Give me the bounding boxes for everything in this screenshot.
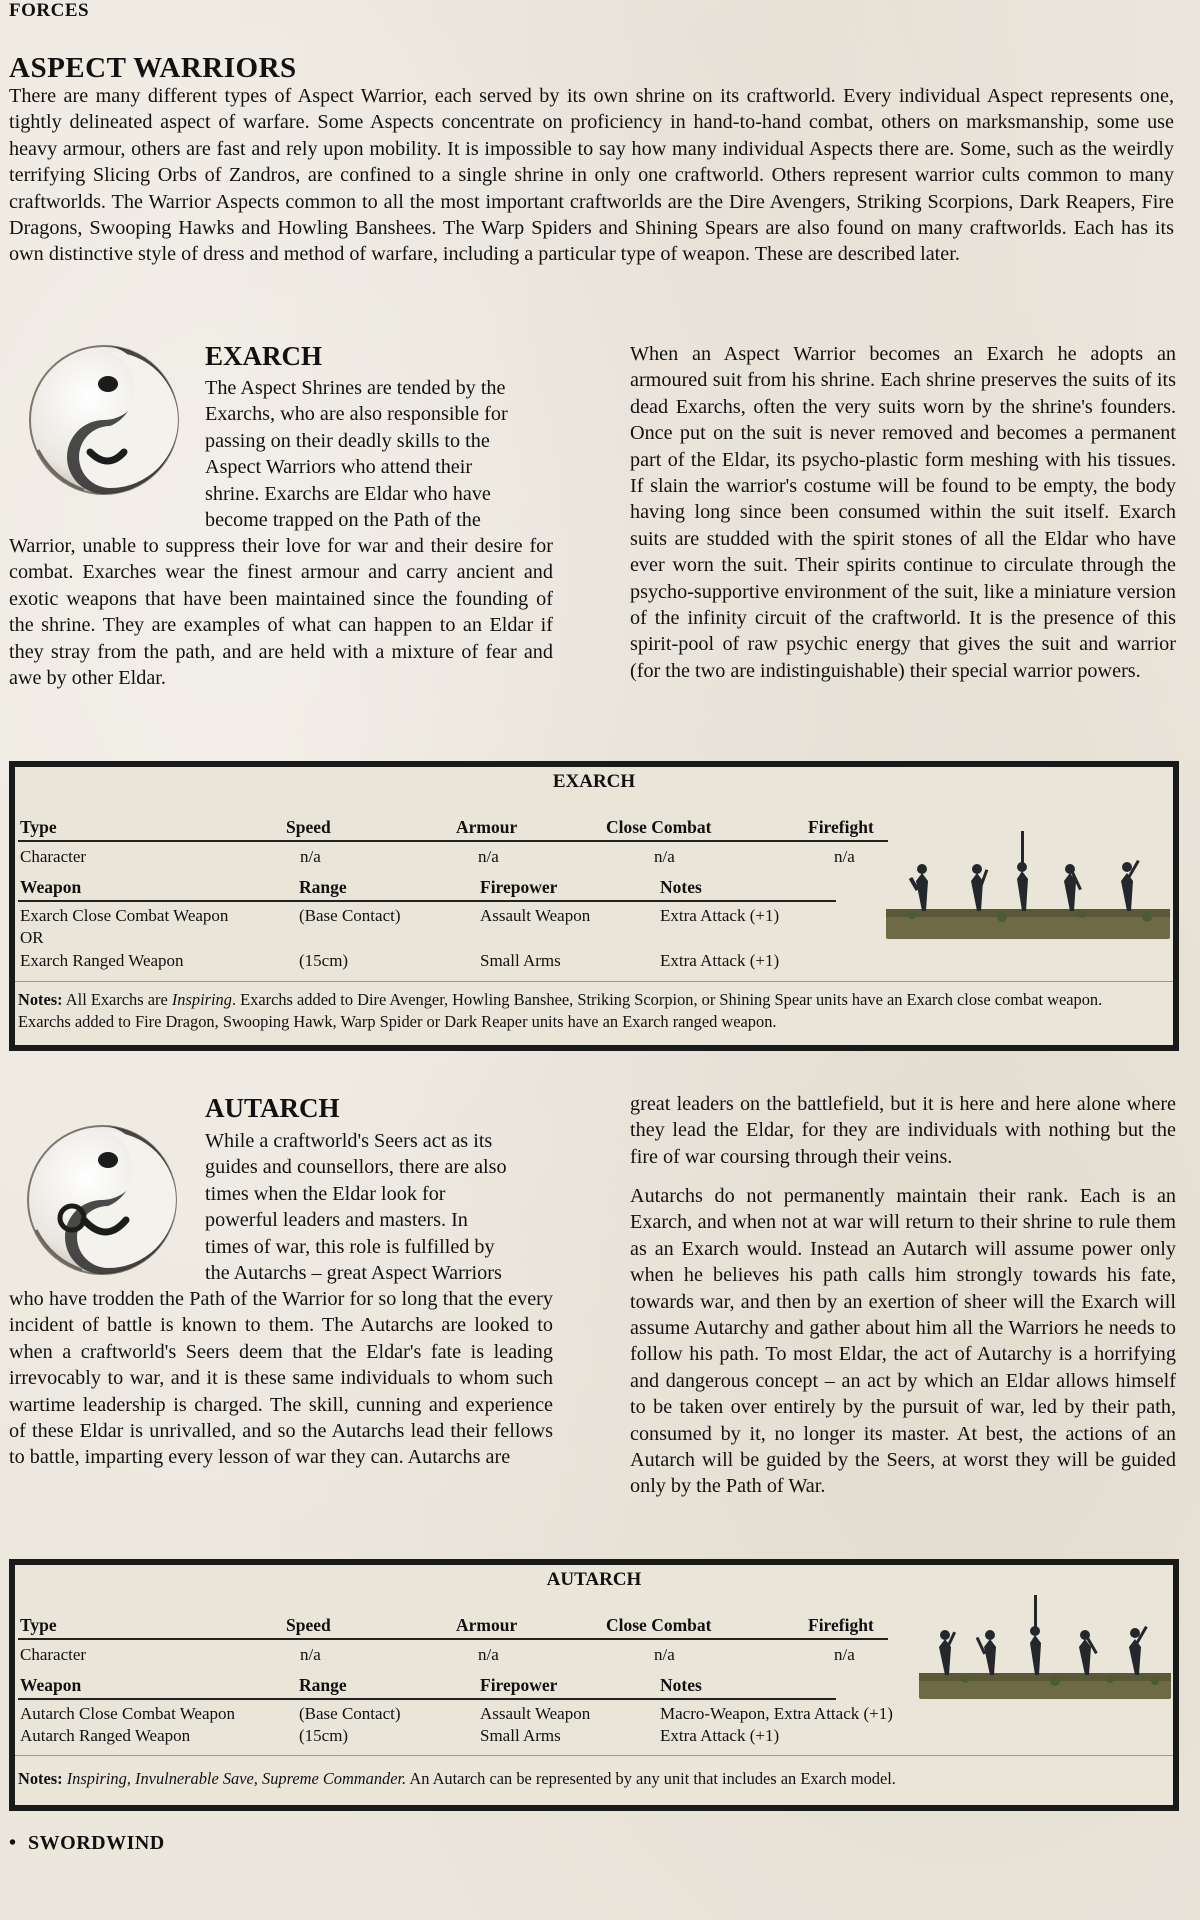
exarch-line: The Aspect Shrines are tended by the bbox=[205, 377, 506, 399]
autarch-line: powerful leaders and masters. In bbox=[205, 1209, 468, 1232]
cell-range: (15cm) bbox=[299, 1726, 349, 1745]
th-close-combat: Close Combat bbox=[606, 817, 712, 837]
exarch-notes: Notes: All Exarchs are Inspiring. Exarchs added to Dire Avenger, Howling Banshee, Striking Scorpion, or Shining Spear units have an Exarch close combat weapon. Exarchs added to Fire Dragon, Swooping Hawk, Warp Spider or Dark Reaper units have an Exarch ranged weapon. bbox=[18, 990, 1103, 1031]
swordwind-label: SWORDWIND bbox=[28, 1832, 165, 1854]
autarch-notes: Notes: Inspiring, Invulnerable Save, Supreme Commander. An Autarch can be represented by any unit that includes an Exarch model. bbox=[18, 1769, 896, 1788]
cell-speed: n/a bbox=[300, 847, 321, 866]
autarch-rune-icon bbox=[22, 1120, 182, 1280]
exarch-right-paragraph: When an Aspect Warrior becomes an Exarch he adopts an armoured suit from his shrine. Each shrine preserves the suits of its dead Exarchs, often the very suits worn by the shrine's founders. Once put on the suit is never removed and becomes a permanent part of the Eldar, its psycho-plastic form meshing with his tissues. If slain the warrior's costume will be found to be empty, the body having long since been consumed within the suit itself. Exarch suits are studded with the spirit stones of all the Eldar who have ever worn the suit. Their spirits continue to circulate through the psycho-supportive environment of the suit, like a miniature version of the infinity circuit of the craftworld. It is the presence of this spirit-pool of raw psychic energy that gives the suit and warrior (for the two are indistinguishable) their special warrior powers. bbox=[630, 343, 1176, 682]
exarch-left-paragraph: Warrior, unable to suppress their love for war and their desire for combat. Exarches wear the finest armour and carry ancient and exotic weapons that have been maintained since the founding of the shrine. They are examples of what can happen to an Eldar if they stray from the path, and are held with a mixture of fear and awe by other Eldar. bbox=[9, 535, 553, 690]
th-armour: Armour bbox=[456, 1615, 518, 1635]
table-rule bbox=[18, 1638, 888, 1640]
cell-weapon: Exarch Close Combat Weapon bbox=[20, 906, 229, 925]
section-header: FORCES bbox=[9, 0, 90, 21]
cell-weapon: Autarch Ranged Weapon bbox=[20, 1726, 191, 1745]
cell-armour: n/a bbox=[478, 1645, 499, 1664]
autarch-line: times of war, this role is fulfilled by bbox=[205, 1235, 495, 1258]
th-speed: Speed bbox=[286, 1615, 331, 1635]
exarch-rune-icon bbox=[24, 340, 184, 500]
table-rule bbox=[15, 981, 1173, 982]
cell-weapon: Exarch Ranged Weapon bbox=[20, 951, 184, 970]
cell-notes: Extra Attack (+1) bbox=[660, 1726, 780, 1745]
autarch-left-paragraph: who have trodden the Path of the Warrior for so long that the every incident of battle is known to them. The Autarchs are looked to when a craftworld's Seers deem that the Eldar's fate is leading irrevocably to war, and it is these same individuals to whom such wartime leadership is charged. The skill, cunning and experience of these Eldar is unrivalled, and so the Autarchs lead their fellows to battle, imparting every lesson of war they can. Autarchs are bbox=[9, 1288, 553, 1469]
exarch-line: passing on their deadly skills to the bbox=[205, 429, 490, 452]
table-rule bbox=[18, 1698, 836, 1700]
cell-close-combat: n/a bbox=[654, 847, 675, 866]
th-weapon: Weapon bbox=[20, 877, 82, 897]
table-rule bbox=[15, 1755, 1173, 1756]
table-rule bbox=[18, 900, 836, 902]
cell-firepower: Assault Weapon bbox=[480, 906, 591, 925]
cell-type: Character bbox=[20, 847, 87, 866]
autarch-line: the Autarchs – great Aspect Warriors bbox=[205, 1262, 502, 1285]
exarch-stat-table bbox=[9, 761, 1179, 1051]
th-type: Type bbox=[20, 1615, 57, 1635]
exarch-title: EXARCH bbox=[205, 341, 323, 371]
bullet-icon: • bbox=[9, 1832, 17, 1854]
th-firepower: Firepower bbox=[480, 877, 558, 897]
th-range: Range bbox=[299, 1675, 347, 1695]
th-firepower: Firepower bbox=[480, 1675, 558, 1695]
cell-firepower: Small Arms bbox=[480, 951, 561, 970]
autarch-right-paragraph-1: great leaders on the battlefield, but it is here and here alone where they lead the Eldar, for they are individuals with nothing but the fire of war coursing through their veins. bbox=[630, 1093, 1176, 1168]
cell-notes: Extra Attack (+1) bbox=[660, 951, 780, 970]
cell-notes: Macro-Weapon, Extra Attack (+1) bbox=[660, 1704, 893, 1723]
cell-range: (Base Contact) bbox=[299, 1704, 401, 1723]
aspect-intro-paragraph: There are many different types of Aspect Warrior, each served by its own shrine on its craftworld. Every individual Aspect represents one, tightly delineated aspect of warfare. Some Aspects concentrate on proficiency in hand-to-hand combat, others on marksmanship, some use heavy armour, others are fast and rely upon mobility. It is impossible to say how many individual Aspects there are. Some, such as the weirdly terrifying Slicing Orbs of Zandros, are confined to a single shrine in only one craftworld. Others represent warrior cults common to many craftworlds. The Warrior Aspects common to all the most important craftworlds are the Dire Avengers, Striking Scorpions, Dark Reapers, Fire Dragons, Swooping Hawks and Howling Banshees. The Warp Spiders and Shining Spears are also found on many craftworlds. Each has its own distinctive style of dress and method of warfare, including a particular type of weapon. These are described later. bbox=[9, 85, 1174, 266]
exarch-line: become trapped on the Path of the bbox=[205, 509, 481, 532]
autarch-right-paragraph-2: Autarchs do not permanently maintain their rank. Each is an Exarch, and when not at war will return to their shrine to rule them as an Exarch would. Instead an Autarch will assume power only when he believes his path calls him strongly towards his fate, towards war, and then by an exertion of sheer will the Exarch will assume Autarchy and gather about him all the Warriors he needs to follow his path. To most Eldar, the act of Autarchy is a horrifying and dangerous concept – an act by which an Eldar allows himself to be taken over entirely by the pursuit of war, led by their path, consumed by it, no longer its master. At best, the actions of an Autarch will be guided by the Seers, at worst they will be guided only by the Path of War. bbox=[630, 1185, 1176, 1498]
th-weapon: Weapon bbox=[20, 1675, 82, 1695]
autarch-table-title: AUTARCH bbox=[546, 1569, 642, 1590]
th-speed: Speed bbox=[286, 817, 331, 837]
exarch-left-wrapped bbox=[205, 375, 553, 533]
th-firefight: Firefight bbox=[808, 1615, 874, 1635]
cell-range: (Base Contact) bbox=[299, 906, 401, 925]
th-close-combat: Close Combat bbox=[606, 1615, 712, 1635]
cell-close-combat: n/a bbox=[654, 1645, 675, 1664]
autarch-line: guides and counsellors, there are also bbox=[205, 1156, 507, 1179]
cell-notes: Extra Attack (+1) bbox=[660, 906, 780, 925]
th-notes: Notes bbox=[660, 877, 702, 897]
cell-firefight: n/a bbox=[834, 847, 855, 866]
autarch-miniatures-image bbox=[915, 1595, 1175, 1705]
exarch-miniatures-image bbox=[882, 829, 1172, 949]
th-armour: Armour bbox=[456, 817, 518, 837]
th-notes: Notes bbox=[660, 1675, 702, 1695]
cell-or: OR bbox=[20, 928, 44, 947]
cell-weapon: Autarch Close Combat Weapon bbox=[20, 1704, 236, 1723]
cell-range: (15cm) bbox=[299, 951, 349, 970]
exarch-line: shrine. Exarchs are Eldar who have bbox=[205, 482, 491, 505]
exarch-line: Aspect Warriors who attend their bbox=[205, 456, 473, 479]
cell-firefight: n/a bbox=[834, 1645, 855, 1664]
autarch-left-wrapped bbox=[205, 1128, 553, 1286]
cell-speed: n/a bbox=[300, 1645, 321, 1664]
autarch-line: times when the Eldar look for bbox=[205, 1182, 446, 1205]
autarch-title: AUTARCH bbox=[205, 1093, 340, 1123]
cell-firepower: Small Arms bbox=[480, 1726, 561, 1745]
cell-firepower: Assault Weapon bbox=[480, 1704, 591, 1723]
th-type: Type bbox=[20, 817, 57, 837]
autarch-stat-table bbox=[9, 1559, 1179, 1811]
aspect-warriors-title: ASPECT WARRIORS bbox=[9, 52, 297, 84]
footer-swordwind bbox=[9, 1832, 165, 1855]
table-rule bbox=[18, 840, 888, 842]
exarch-table-title: EXARCH bbox=[552, 771, 636, 792]
th-firefight: Firefight bbox=[808, 817, 874, 837]
autarch-line: While a craftworld's Seers act as its bbox=[205, 1130, 493, 1152]
cell-armour: n/a bbox=[478, 847, 499, 866]
exarch-line: Exarchs, who are also responsible for bbox=[205, 403, 508, 426]
th-range: Range bbox=[299, 877, 347, 897]
cell-type: Character bbox=[20, 1645, 87, 1664]
